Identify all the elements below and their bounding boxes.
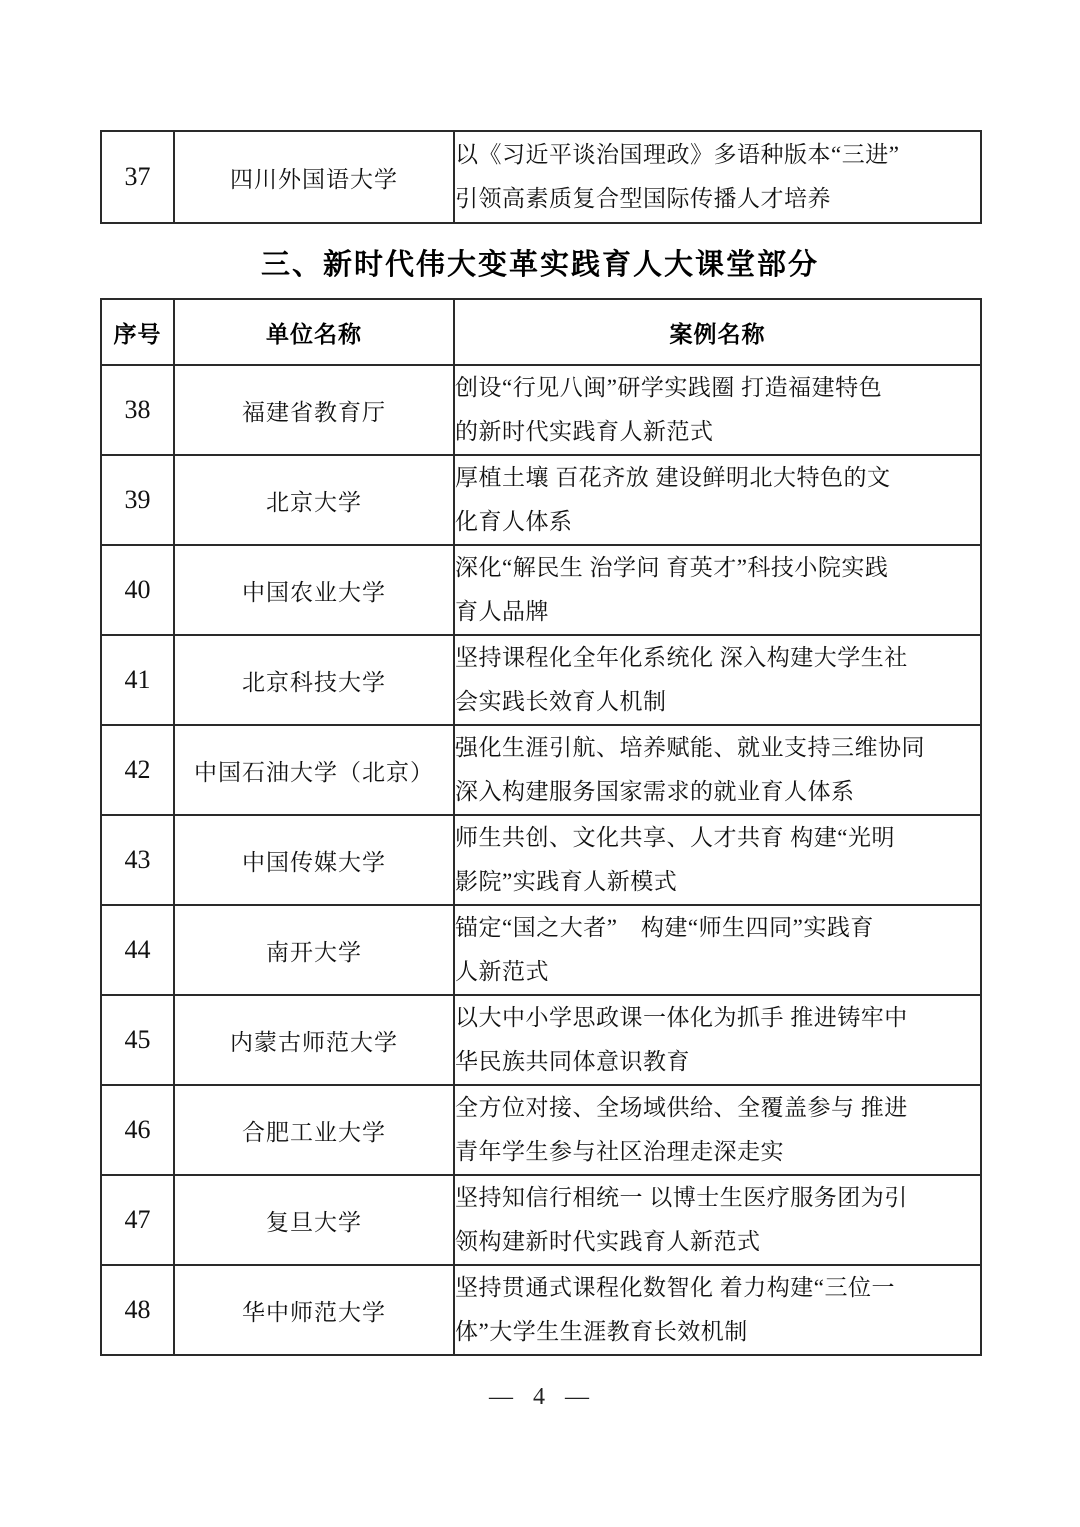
- row-number: 45: [101, 995, 174, 1085]
- table-row: [101, 815, 981, 905]
- case-name-line: 化育人体系: [455, 509, 573, 534]
- case-name-line: 强化生涯引航、培养赋能、就业支持三维协同: [455, 735, 925, 760]
- case-name-line: 华民族共同体意识教育: [455, 1049, 690, 1074]
- row-number: 39: [101, 455, 174, 545]
- row-number: 46: [101, 1085, 174, 1175]
- case-name-line: 会实践长效育人机制: [455, 689, 667, 714]
- case-name-line: 创设“行见八闽”研学实践圈 打造福建特色: [455, 375, 883, 400]
- case-name: [454, 725, 981, 815]
- case-name-line: 全方位对接、全场域供给、全覆盖参与 推进: [455, 1095, 908, 1120]
- unit-name: 中国石油大学（北京）: [174, 725, 454, 815]
- unit-name: 合肥工业大学: [174, 1085, 454, 1175]
- case-name-line: 师生共创、文化共享、人才共育 构建“光明: [455, 825, 895, 850]
- table-row: [101, 131, 981, 223]
- case-name-line: 以大中小学思政课一体化为抓手 推进铸牢中: [455, 1005, 908, 1030]
- case-name: [454, 545, 981, 635]
- table-row: [101, 365, 981, 455]
- table-header-row: [101, 299, 981, 365]
- cases-table: [100, 298, 982, 1356]
- case-name: [454, 1265, 981, 1355]
- row-number: 47: [101, 1175, 174, 1265]
- table-row: [101, 995, 981, 1085]
- case-name: [454, 905, 981, 995]
- case-name-line: 锚定“国之大者” 构建“师生四同”实践育: [455, 915, 874, 940]
- case-name-line: 人新范式: [455, 959, 549, 984]
- table-row: [101, 905, 981, 995]
- case-name: [454, 455, 981, 545]
- row-number: 41: [101, 635, 174, 725]
- case-name-line: 坚持课程化全年化系统化 深入构建大学生社: [455, 645, 908, 670]
- continued-table: [100, 130, 982, 224]
- table-row: [101, 545, 981, 635]
- section-title: 三、新时代伟大变革实践育人大课堂部分: [260, 249, 819, 281]
- row-number: 42: [101, 725, 174, 815]
- unit-name: 复旦大学: [174, 1175, 454, 1265]
- header-unit: 单位名称: [174, 299, 454, 365]
- case-name-line: 以《习近平谈治国理政》多语种版本“三进”: [455, 142, 900, 167]
- case-name-line: 深入构建服务国家需求的就业育人体系: [455, 779, 855, 804]
- unit-name: 南开大学: [174, 905, 454, 995]
- table-row: [101, 635, 981, 725]
- case-name-line: 青年学生参与社区治理走深走实: [455, 1139, 784, 1164]
- row-number: 40: [101, 545, 174, 635]
- unit-name: 中国农业大学: [174, 545, 454, 635]
- table-row: [101, 725, 981, 815]
- unit-name: 内蒙古师范大学: [174, 995, 454, 1085]
- case-name: [454, 1175, 981, 1265]
- case-name-line: 体”大学生生涯教育长效机制: [455, 1319, 748, 1344]
- case-name: [454, 131, 981, 223]
- case-name-line: 领构建新时代实践育人新范式: [455, 1229, 761, 1254]
- unit-name: 中国传媒大学: [174, 815, 454, 905]
- row-number: 44: [101, 905, 174, 995]
- unit-name: 福建省教育厅: [174, 365, 454, 455]
- case-name-line: 厚植土壤 百花齐放 建设鲜明北大特色的文: [455, 465, 891, 490]
- row-number: 37: [101, 131, 174, 223]
- case-name-line: 引领高素质复合型国际传播人才培养: [455, 186, 831, 211]
- case-name: [454, 635, 981, 725]
- unit-name: 北京大学: [174, 455, 454, 545]
- case-name: [454, 815, 981, 905]
- case-name: [454, 1085, 981, 1175]
- table-row: [101, 1175, 981, 1265]
- row-number: 38: [101, 365, 174, 455]
- unit-name: 北京科技大学: [174, 635, 454, 725]
- case-name: [454, 995, 981, 1085]
- page-number: — 4 —: [489, 1384, 591, 1410]
- case-name-line: 坚持贯通式课程化数智化 着力构建“三位一: [455, 1275, 895, 1300]
- unit-name: 华中师范大学: [174, 1265, 454, 1355]
- case-name: [454, 365, 981, 455]
- header-serial: 序号: [101, 299, 174, 365]
- table-row: [101, 1085, 981, 1175]
- case-name-line: 的新时代实践育人新范式: [455, 419, 714, 444]
- case-name-line: 育人品牌: [455, 599, 549, 624]
- row-number: 43: [101, 815, 174, 905]
- case-name-line: 坚持知信行相统一 以博士生医疗服务团为引: [455, 1185, 908, 1210]
- case-name-line: 影院”实践育人新模式: [455, 869, 678, 894]
- row-number: 48: [101, 1265, 174, 1355]
- header-case: 案例名称: [454, 299, 981, 365]
- table-row: [101, 1265, 981, 1355]
- table-row: [101, 455, 981, 545]
- case-name-line: 深化“解民生 治学问 育英才”科技小院实践: [455, 555, 889, 580]
- unit-name: 四川外国语大学: [174, 131, 454, 223]
